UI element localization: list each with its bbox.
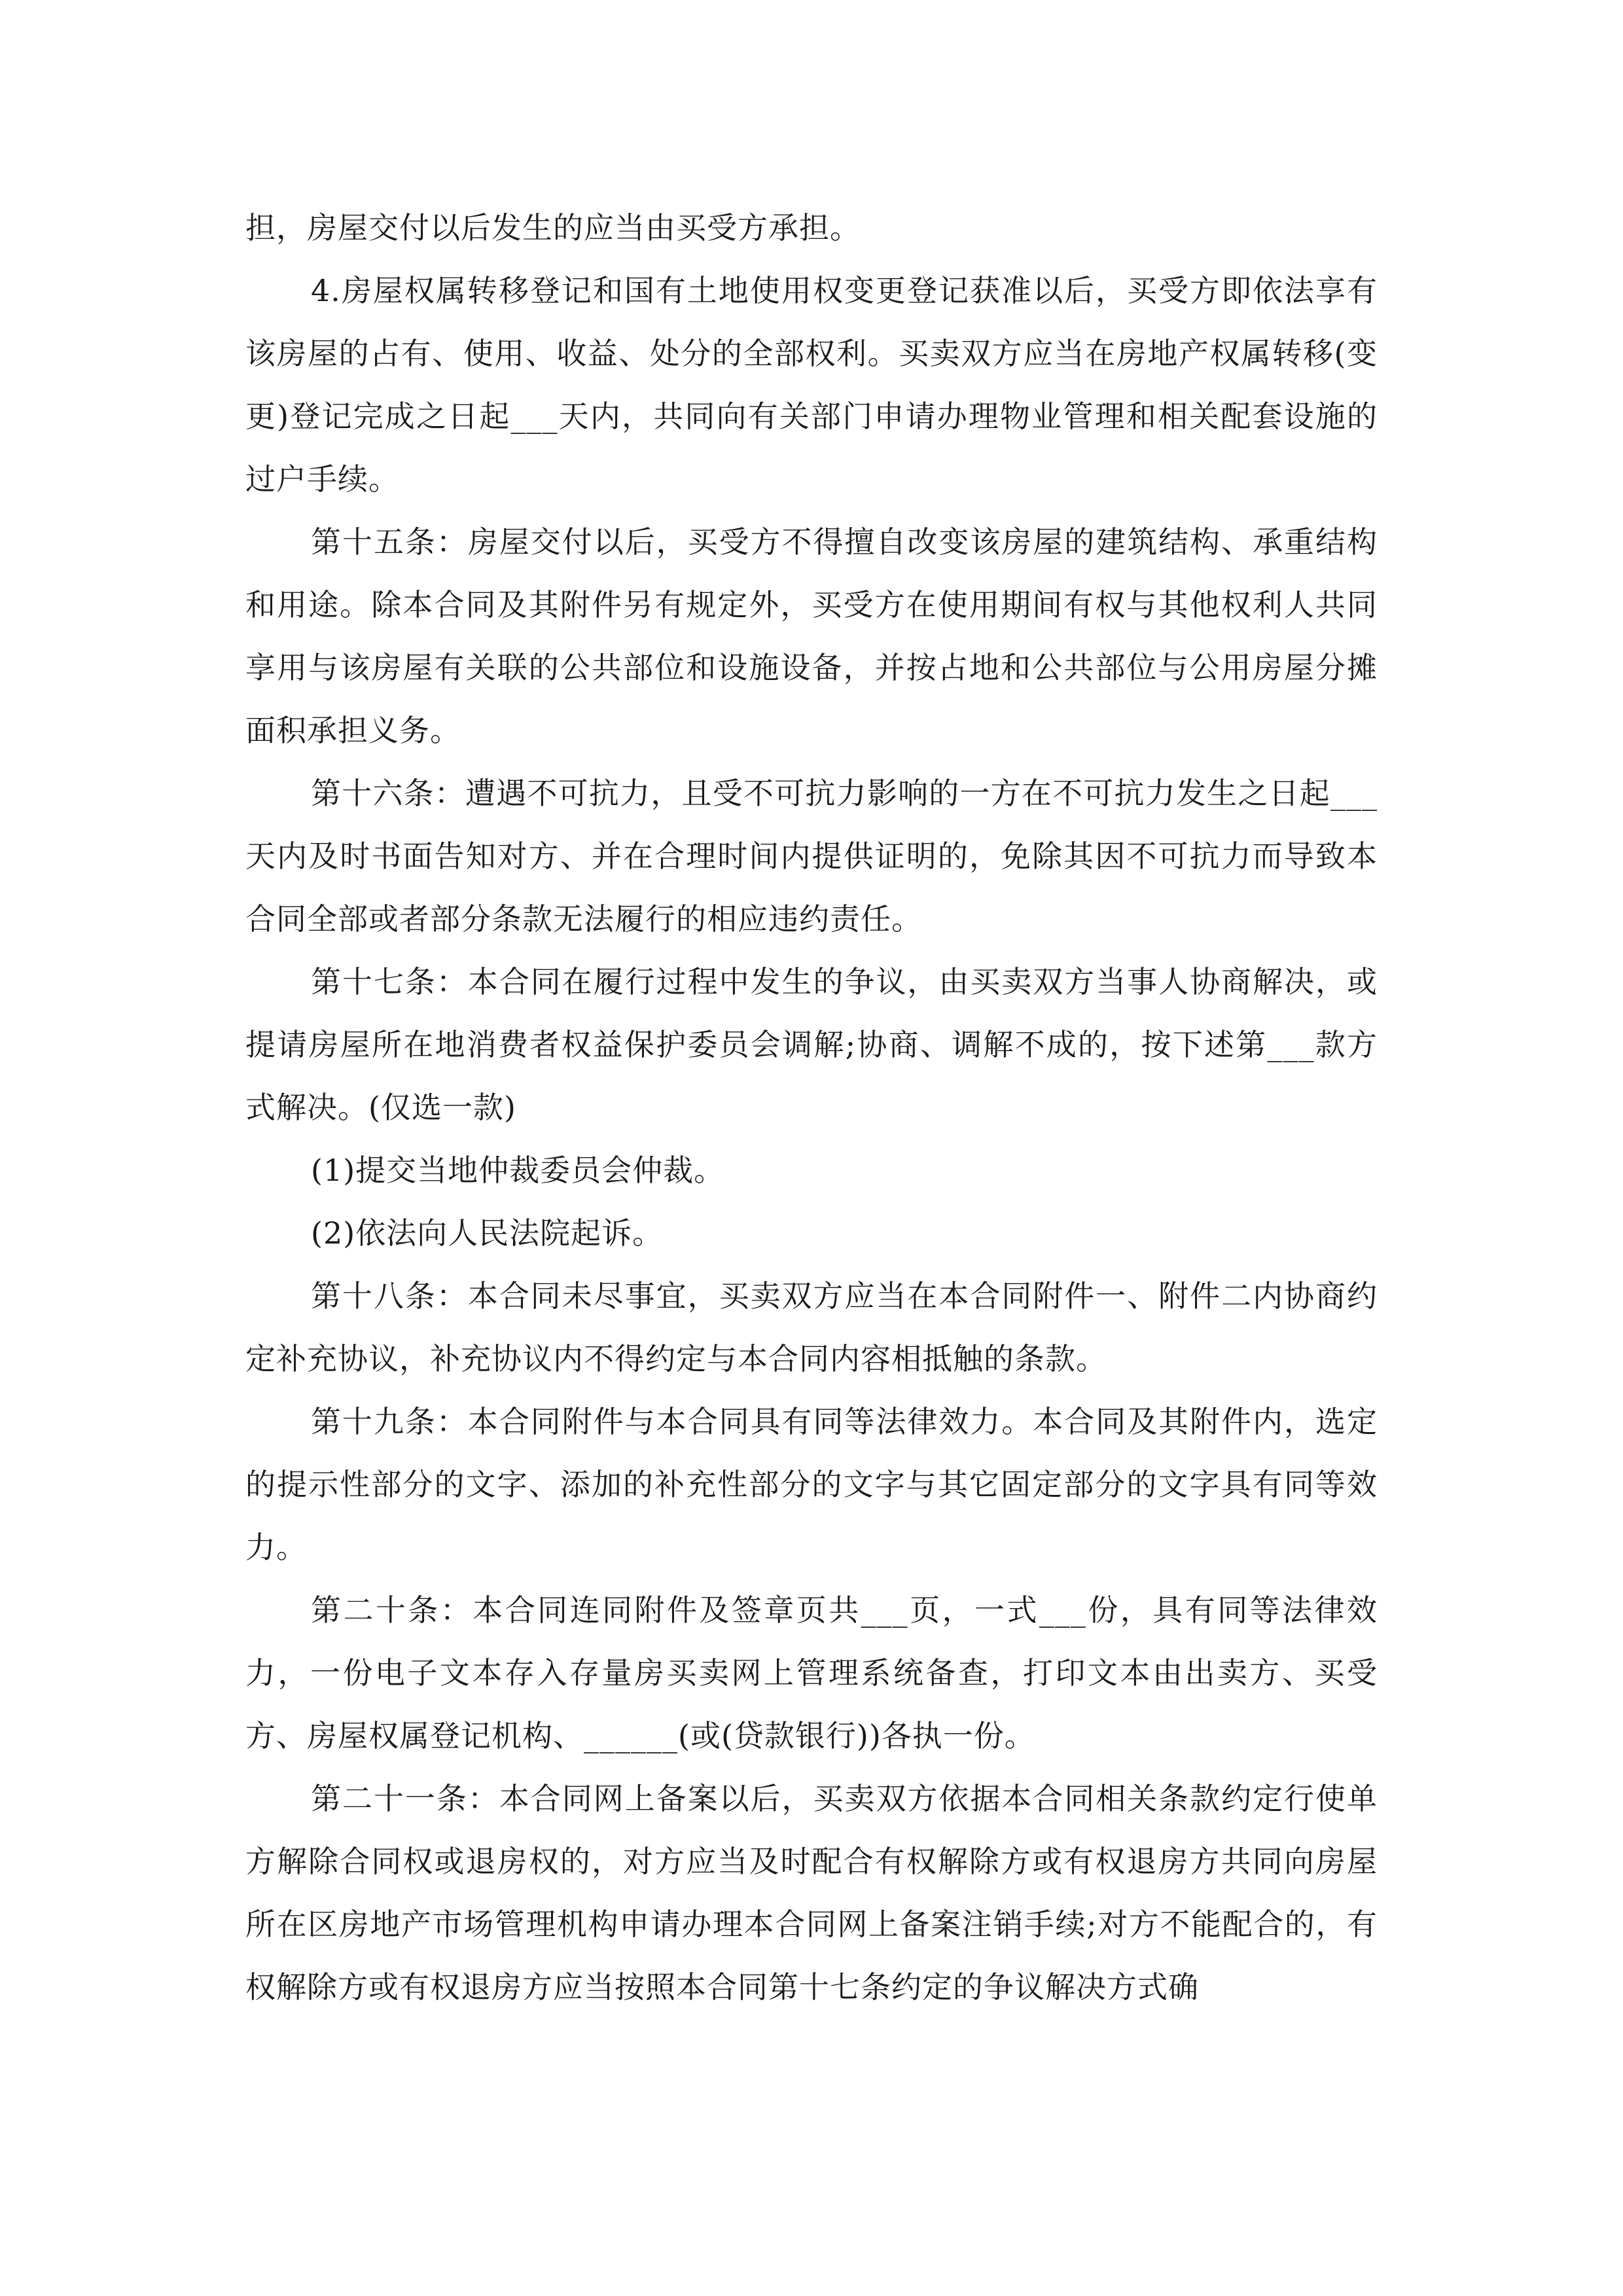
paragraph-continuation: 担，房屋交付以后发生的应当由买受方承担。 — [245, 210, 861, 245]
document-body — [245, 196, 1378, 2018]
paragraph-article-17: 第十七条：本合同在履行过程中发生的争议，由买卖双方当事人协商解决，或提请房屋所在地消费者权益保护委员会调解;协商、调解不成的，按下述第___款方式解决。(仅选一款) — [245, 964, 1378, 1125]
paragraph-article-16: 第十六条：遭遇不可抗力，且受不可抗力影响的一方在不可抗力发生之日起___天内及时书面告知对方、并在合理时间内提供证明的，免除其因不可抗力而导致本合同全部或者部分条款无法履行的相应违约责任。 — [245, 776, 1378, 937]
paragraph-article-18: 第十八条：本合同未尽事宜，买卖双方应当在本合同附件一、附件二内协商约定补充协议，补充协议内不得约定与本合同内容相抵触的条款。 — [245, 1278, 1378, 1376]
paragraph-clause-14-item-4: 4.房屋权属转移登记和国有土地使用权变更登记获准以后，买受方即依法享有该房屋的占有、使用、收益、处分的全部权利。买卖双方应当在房地产权属转移(变更)登记完成之日起___天内，共同向有关部门申请办理物业管理和相关配套设施的过户手续。 — [245, 273, 1378, 497]
paragraph-article-15: 第十五条：房屋交付以后，买受方不得擅自改变该房屋的建筑结构、承重结构和用途。除本合同及其附件另有规定外，买受方在使用期间有权与其他权利人共同享用与该房屋有关联的公共部位和设施设备，并按占地和公共部位与公用房屋分摊面积承担义务。 — [245, 524, 1378, 748]
paragraph-article-21: 第二十一条：本合同网上备案以后，买卖双方依据本合同相关条款约定行使单方解除合同权或退房权的，对方应当及时配合有权解除方或有权退房方共同向房屋所在区房地产市场管理机构申请办理本合同网上备案注销手续;对方不能配合的，有权解除方或有权退房方应当按照本合同第十七条约定的争议解决方式确 — [245, 1781, 1378, 2005]
paragraph-option-1: (1)提交当地仲裁委员会仲裁。 — [311, 1153, 725, 1188]
paragraph-article-19: 第十九条：本合同附件与本合同具有同等法律效力。本合同及其附件内，选定的提示性部分的文字、添加的补充性部分的文字与其它固定部分的文字具有同等效力。 — [245, 1404, 1378, 1565]
paragraph-option-2: (2)依法向人民法院起诉。 — [311, 1215, 664, 1251]
paragraph-article-20: 第二十条：本合同连同附件及签章页共___页，一式___份，具有同等法律效力，一份电子文本存入存量房买卖网上管理系统备查，打印文本由出卖方、买受方、房屋权属登记机构、______(或(贷款银行))各执一份。 — [245, 1592, 1378, 1753]
